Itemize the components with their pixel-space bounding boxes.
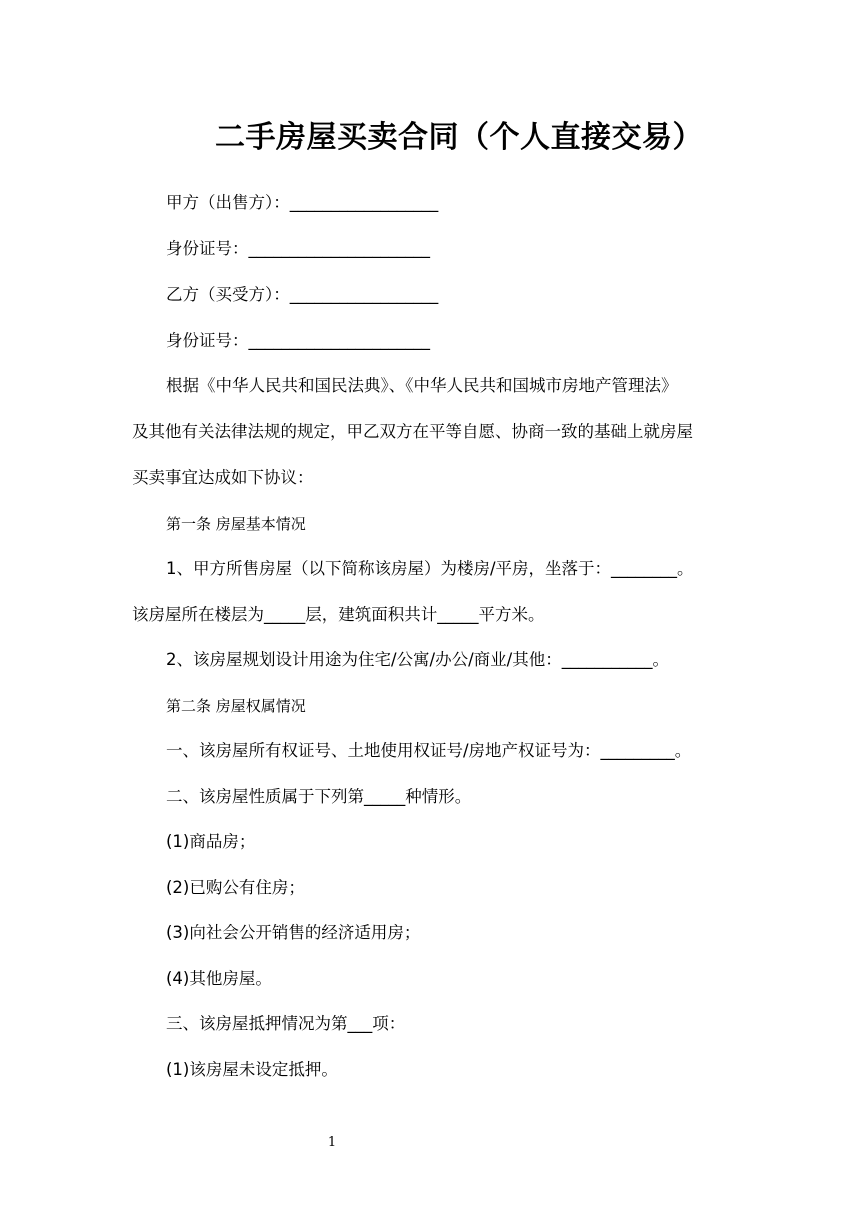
article-1-item-1-cont: 该房屋所在楼层为_____层，建筑面积共计_____平方米。 xyxy=(132,605,545,624)
page-number: 1 xyxy=(327,1135,337,1150)
article-2-heading: 第二条 房屋权属情况 xyxy=(166,697,306,715)
preamble-line-3: 买卖事宜达成如下协议： xyxy=(132,468,314,487)
article-1-item-2: 2、该房屋规划设计用途为住宅/公寓/办公/商业/其他：___________。 xyxy=(166,650,669,669)
mortgage-option-1: (1)该房屋未设定抵押。 xyxy=(166,1060,338,1079)
property-type-3: (3)向社会公开销售的经济适用房； xyxy=(166,923,421,942)
article-1-item-1: 1、甲方所售房屋（以下简称该房屋）为楼房/平房，坐落于：________。 xyxy=(166,559,694,578)
seller-line: 甲方（出售方）：__________________ xyxy=(166,193,439,212)
document-title: 二手房屋买卖合同（个人直接交易） xyxy=(215,120,703,155)
preamble-line-1: 根据《中华人民共和国民法典》、《中华人民共和国城市房地产管理法》 xyxy=(166,376,678,395)
article-2-clause-3: 三、该房屋抵押情况为第___项： xyxy=(166,1014,406,1033)
seller-id-line: 身份证号：______________________ xyxy=(166,239,430,258)
property-type-4: (4)其他房屋。 xyxy=(166,969,272,988)
article-2-clause-1: 一、该房屋所有权证号、土地使用权证号/房地产权证号为：_________。 xyxy=(166,741,692,760)
preamble-line-2: 及其他有关法律法规的规定，甲乙双方在平等自愿、协商一致的基础上就房屋 xyxy=(132,422,693,441)
property-type-1: (1)商品房； xyxy=(166,832,256,851)
article-2-clause-2: 二、该房屋性质属于下列第_____种情形。 xyxy=(166,787,472,806)
property-type-2: (2)已购公有住房； xyxy=(166,878,305,897)
buyer-id-line: 身份证号：______________________ xyxy=(166,331,430,350)
buyer-line: 乙方（买受方）：__________________ xyxy=(166,285,439,304)
article-1-heading: 第一条 房屋基本情况 xyxy=(166,515,306,533)
